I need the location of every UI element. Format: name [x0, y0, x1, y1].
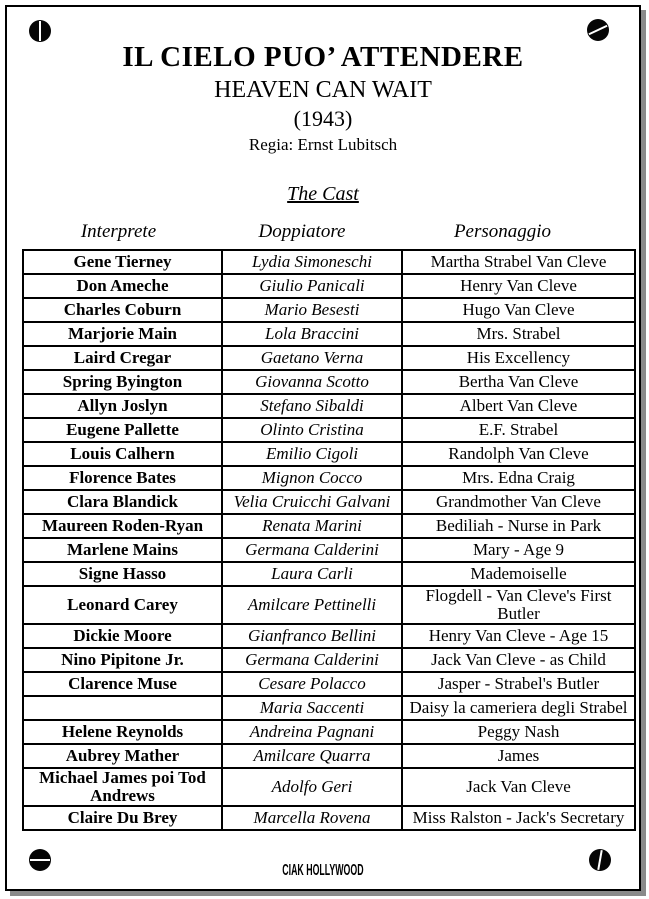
cell-interprete: Aubrey Mather — [23, 744, 222, 768]
document-page — [5, 5, 641, 891]
table-row — [23, 490, 635, 514]
cast-table — [22, 249, 636, 831]
cast-table-body — [23, 250, 635, 830]
cell-interprete: Eugene Pallette — [23, 418, 222, 442]
table-row — [23, 274, 635, 298]
cell-interprete: Helene Reynolds — [23, 720, 222, 744]
cell-doppiatore: Amilcare Quarra — [222, 744, 402, 768]
cell-interprete: Spring Byington — [23, 370, 222, 394]
cell-personaggio: Grandmother Van Cleve — [402, 490, 635, 514]
cell-doppiatore: Lydia Simoneschi — [222, 250, 402, 274]
table-row — [23, 514, 635, 538]
cell-doppiatore: Gianfranco Bellini — [222, 624, 402, 648]
table-row — [23, 394, 635, 418]
table-row — [23, 562, 635, 586]
cell-personaggio: Flogdell - Van Cleve's First Butler — [402, 586, 635, 624]
cell-doppiatore: Lola Braccini — [222, 322, 402, 346]
table-row — [23, 648, 635, 672]
cell-doppiatore: Germana Calderini — [222, 538, 402, 562]
page-title-italian: IL CIELO PUO’ ATTENDERE — [122, 41, 524, 73]
cell-personaggio: Randolph Van Cleve — [402, 442, 635, 466]
cell-interprete: Don Ameche — [23, 274, 222, 298]
cell-interprete — [23, 696, 222, 720]
cell-interprete: Florence Bates — [23, 466, 222, 490]
cell-interprete: Michael James poi Tod Andrews — [23, 768, 222, 806]
film-year: (1943) — [293, 106, 353, 131]
table-row — [23, 672, 635, 696]
cell-personaggio: Bertha Van Cleve — [402, 370, 635, 394]
cell-interprete: Nino Pipitone Jr. — [23, 648, 222, 672]
table-row — [23, 370, 635, 394]
cell-interprete: Gene Tierney — [23, 250, 222, 274]
cell-interprete: Dickie Moore — [23, 624, 222, 648]
cell-personaggio: Martha Strabel Van Cleve — [402, 250, 635, 274]
table-row — [23, 624, 635, 648]
page-title-english: HEAVEN CAN WAIT — [214, 77, 432, 103]
cell-doppiatore: Andreina Pagnani — [222, 720, 402, 744]
cell-personaggio: Mary - Age 9 — [402, 538, 635, 562]
column-header-doppiatore: Doppiatore — [258, 221, 346, 242]
cell-doppiatore: Giulio Panicali — [222, 274, 402, 298]
cell-doppiatore: Cesare Polacco — [222, 672, 402, 696]
table-row — [23, 768, 635, 806]
cell-interprete: Claire Du Brey — [23, 806, 222, 830]
table-column-headers — [22, 221, 616, 243]
cell-personaggio: Bediliah - Nurse in Park — [402, 514, 635, 538]
cell-doppiatore: Laura Carli — [222, 562, 402, 586]
table-row — [23, 418, 635, 442]
cell-doppiatore: Amilcare Pettinelli — [222, 586, 402, 624]
footer-logo-text: CIAK HOLLYWOOD — [282, 862, 364, 879]
director-credit: Regia: Ernst Lubitsch — [248, 135, 398, 154]
cell-personaggio: Mrs. Strabel — [402, 322, 635, 346]
cell-doppiatore: Renata Marini — [222, 514, 402, 538]
cell-personaggio: Daisy la cameriera degli Strabel — [402, 696, 635, 720]
cell-interprete: Louis Calhern — [23, 442, 222, 466]
cell-doppiatore: Emilio Cigoli — [222, 442, 402, 466]
cell-doppiatore: Maria Saccenti — [222, 696, 402, 720]
cell-personaggio: Mademoiselle — [402, 562, 635, 586]
cell-doppiatore: Germana Calderini — [222, 648, 402, 672]
cell-personaggio: Jasper - Strabel's Butler — [402, 672, 635, 696]
cell-doppiatore: Mario Besesti — [222, 298, 402, 322]
cell-interprete: Allyn Joslyn — [23, 394, 222, 418]
table-row — [23, 586, 635, 624]
table-row — [23, 466, 635, 490]
cell-doppiatore: Mignon Cocco — [222, 466, 402, 490]
cell-personaggio: E.F. Strabel — [402, 418, 635, 442]
cell-interprete: Laird Cregar — [23, 346, 222, 370]
cell-personaggio: James — [402, 744, 635, 768]
cell-interprete: Maureen Roden-Ryan — [23, 514, 222, 538]
cell-doppiatore: Adolfo Geri — [222, 768, 402, 806]
table-row — [23, 806, 635, 830]
section-heading-the-cast: The Cast — [287, 183, 359, 205]
table-row — [23, 298, 635, 322]
table-row — [23, 250, 635, 274]
footer-logo — [7, 862, 639, 880]
cell-personaggio: Mrs. Edna Craig — [402, 466, 635, 490]
table-row — [23, 442, 635, 466]
column-header-interprete: Interprete — [80, 221, 157, 242]
table-row — [23, 538, 635, 562]
cell-personaggio: Jack Van Cleve — [402, 768, 635, 806]
screw-icon-top-left — [29, 20, 51, 42]
cell-interprete: Leonard Carey — [23, 586, 222, 624]
cell-personaggio: Miss Ralston - Jack's Secretary — [402, 806, 635, 830]
column-header-personaggio: Personaggio — [453, 221, 552, 242]
cell-interprete: Marjorie Main — [23, 322, 222, 346]
table-row — [23, 322, 635, 346]
table-row — [23, 346, 635, 370]
cell-personaggio: Hugo Van Cleve — [402, 298, 635, 322]
cell-personaggio: Henry Van Cleve — [402, 274, 635, 298]
cell-doppiatore: Gaetano Verna — [222, 346, 402, 370]
table-row — [23, 744, 635, 768]
cell-interprete: Charles Coburn — [23, 298, 222, 322]
cell-doppiatore: Olinto Cristina — [222, 418, 402, 442]
cell-doppiatore: Velia Cruicchi Galvani — [222, 490, 402, 514]
screw-icon-top-right — [587, 19, 609, 41]
cell-personaggio: Henry Van Cleve - Age 15 — [402, 624, 635, 648]
cell-personaggio: Albert Van Cleve — [402, 394, 635, 418]
cell-personaggio: His Excellency — [402, 346, 635, 370]
cell-doppiatore: Giovanna Scotto — [222, 370, 402, 394]
cell-doppiatore: Stefano Sibaldi — [222, 394, 402, 418]
table-row — [23, 696, 635, 720]
table-row — [23, 720, 635, 744]
cell-doppiatore: Marcella Rovena — [222, 806, 402, 830]
cell-interprete: Clarence Muse — [23, 672, 222, 696]
cell-personaggio: Peggy Nash — [402, 720, 635, 744]
cell-interprete: Signe Hasso — [23, 562, 222, 586]
cell-interprete: Clara Blandick — [23, 490, 222, 514]
cell-personaggio: Jack Van Cleve - as Child — [402, 648, 635, 672]
cell-interprete: Marlene Mains — [23, 538, 222, 562]
